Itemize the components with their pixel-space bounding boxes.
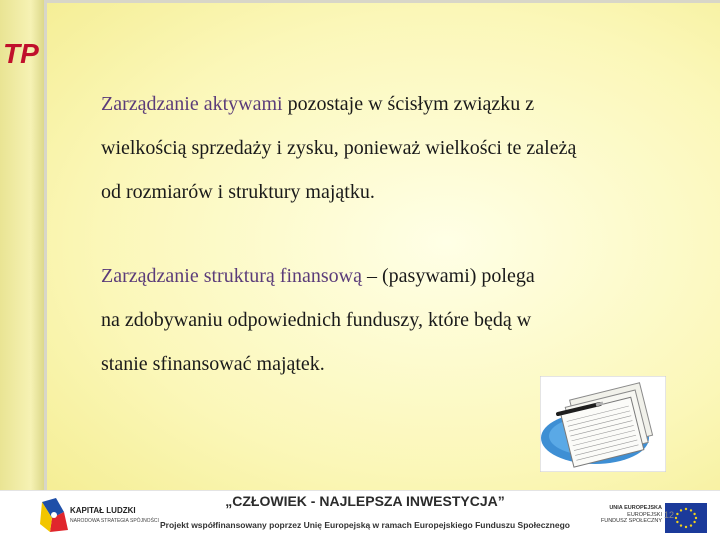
left-border-line: [44, 0, 47, 490]
highlight-financial-structure: Zarządzanie strukturą finansową: [101, 265, 362, 287]
documents-pen-clipart: [540, 376, 666, 472]
paragraph-line: pozostaje w ścisłym związku z: [282, 93, 535, 115]
paragraph-line: – (pasywami) polega: [362, 265, 535, 287]
eu-label: [598, 505, 662, 525]
eu-label-line: EUROPEJSKI: [627, 511, 662, 518]
paragraph-line: od rozmiarów i struktury majątku.: [101, 181, 375, 203]
page-number: 12: [664, 510, 675, 520]
tp-logo-icon: [2, 36, 44, 70]
paragraph-line: na zdobywaniu odpowiednich funduszy, które będą w: [101, 309, 532, 331]
svg-text:TP: TP: [3, 38, 39, 69]
kapital-ludzki-subtitle: NARODOWA STRATEGIA SPÓJNOŚCI: [70, 518, 159, 524]
left-decorative-strip: [0, 0, 44, 490]
top-border-line: [44, 0, 720, 3]
paragraph-line: wielkością sprzedaży i zysku, ponieważ wielkości te zależą: [101, 137, 577, 159]
paragraph-line: stanie sfinansować majątek.: [101, 353, 325, 375]
footer-title: „CZŁOWIEK - NAJLEPSZA INWESTYCJA”: [225, 493, 505, 509]
paragraph-financial-structure: [101, 254, 691, 386]
kapital-ludzki-title: KAPITAŁ LUDZKI: [70, 506, 136, 515]
paragraph-asset-management: [101, 82, 691, 214]
eu-label-line: FUNDUSZ SPOŁECZNY: [600, 518, 662, 524]
eu-label-line: UNIA EUROPEJSKA: [609, 505, 662, 511]
footer-subtitle: Projekt współfinansowany poprzez Unię Europejską w ramach Europejskiego Funduszu Społecznego: [160, 520, 570, 530]
highlight-asset-management: Zarządzanie aktywami: [101, 93, 283, 115]
